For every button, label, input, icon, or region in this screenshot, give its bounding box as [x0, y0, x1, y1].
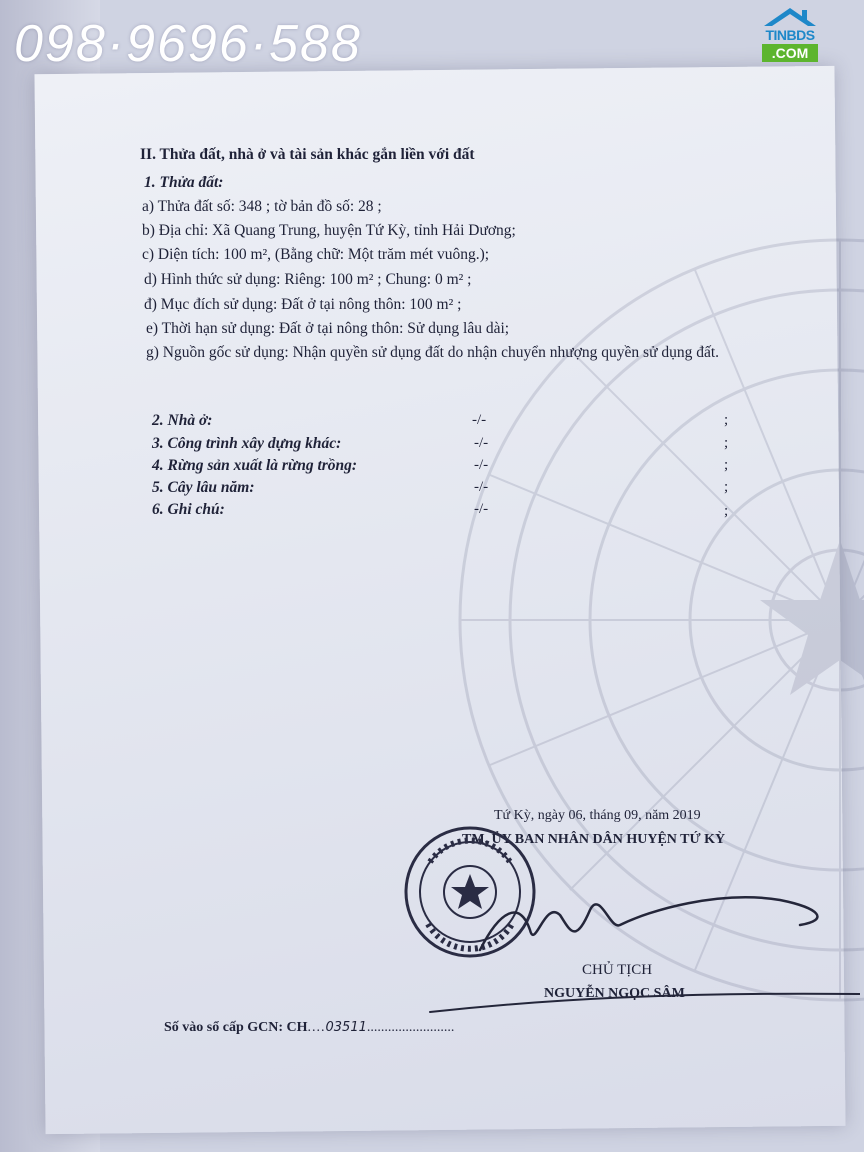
- item-forest-value: -/-: [474, 457, 489, 473]
- item-construction-value: -/-: [474, 435, 489, 451]
- land-line-origin: g) Nguồn gốc sử dụng: Nhận quyền sử dụng đất do nhận chuyển nhượng quyền sử dụng đất.: [146, 344, 720, 361]
- signer-title: CHỦ TỊCH: [582, 962, 653, 978]
- date-line: Tứ Kỳ, ngày 06, tháng 09, năm 2019: [494, 808, 701, 823]
- item-notes-semicolon: ;: [724, 503, 729, 519]
- item-perennial-label: 5. Cây lâu năm:: [152, 479, 255, 496]
- land-heading: 1. Thửa đất:: [144, 174, 224, 191]
- signer-name: NGUYỄN NGỌC SÂM: [544, 986, 685, 1001]
- logo-text-top: TINBDS: [765, 27, 815, 43]
- land-line-term: e) Thời hạn sử dụng: Đất ở tại nông thôn: Sử dụng lâu dài;: [146, 320, 510, 337]
- authority-line: TM. ỦY BAN NHÂN DÂN HUYỆN TỨ KỲ: [462, 832, 726, 847]
- register-label-text: Số vào sổ cấp GCN: CH: [164, 1020, 308, 1035]
- item-forest-label: 4. Rừng sản xuất là rừng trồng:: [152, 457, 358, 474]
- land-line-purpose: đ) Mục đích sử dụng: Đất ở tại nông thôn: 100 m² ;: [144, 296, 462, 313]
- land-line-usage-form: d) Hình thức sử dụng: Riêng: 100 m² ; Chung: 0 m² ;: [144, 271, 472, 288]
- item-house-semicolon: ;: [724, 412, 729, 428]
- land-line-address: b) Địa chỉ: Xã Quang Trung, huyện Tứ Kỳ, tỉnh Hải Dương;: [142, 222, 516, 239]
- handwritten-signature: [420, 870, 860, 1020]
- site-logo: [758, 6, 822, 64]
- item-forest-semicolon: ;: [724, 457, 729, 473]
- item-perennial-semicolon: ;: [724, 479, 729, 495]
- item-construction-label: 3. Công trình xây dựng khác:: [152, 435, 342, 452]
- register-number: 03511: [325, 1020, 367, 1035]
- item-house-value: -/-: [472, 412, 487, 428]
- item-notes-value: -/-: [474, 501, 489, 517]
- item-notes-label: 6. Ghi chú:: [152, 501, 225, 518]
- section-title: II. Thửa đất, nhà ở và tài sản khác gắn liền với đất: [140, 146, 475, 163]
- logo-text-bottom: .COM: [762, 44, 818, 62]
- land-line-area: c) Diện tích: 100 m², (Bằng chữ: Một trăm mét vuông.);: [142, 246, 490, 263]
- phone-watermark: 098·9696·588: [14, 15, 362, 73]
- item-construction-semicolon: ;: [724, 435, 729, 451]
- land-line-plot: a) Thửa đất số: 348 ; tờ bản đồ số: 28 ;: [142, 198, 382, 215]
- item-house-label: 2. Nhà ở:: [152, 412, 213, 429]
- item-perennial-value: -/-: [474, 479, 489, 495]
- register-label: Số vào sổ cấp GCN: CH....03511.........................: [164, 1020, 455, 1035]
